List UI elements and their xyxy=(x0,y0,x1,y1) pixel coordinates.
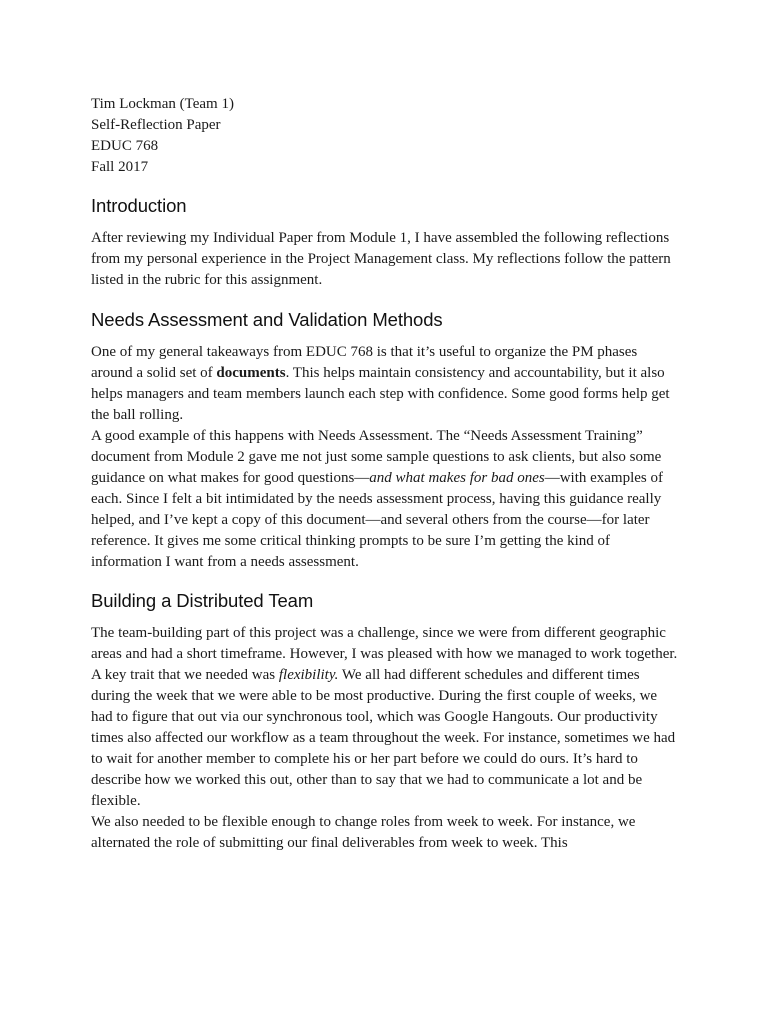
needs-p1-text-a: One of my general takeaways from EDUC 768 is that it’s useful to organize the PM phases around a solid set of xyxy=(91,344,638,381)
introduction-paragraph: After reviewing my Individual Paper from Module 1, I have assembled the following reflections from my personal experience in the Project Management class. My reflections follow the pattern listed in the rubric for this assignment. xyxy=(91,230,671,288)
team-p2-italic: flexibility. xyxy=(278,667,339,683)
author-line: Tim Lockman (Team 1) xyxy=(91,96,234,112)
team-paragraph-1: The team-building part of this project was a challenge, since we were from different geographic areas and had a short timeframe. However, I was pleased with how we managed to work together. xyxy=(91,625,678,662)
needs-assessment-heading: Needs Assessment and Validation Methods xyxy=(91,309,443,330)
team-paragraph-3: We also needed to be flexible enough to change roles from week to week. For instance, we alternated the role of submitting our final deliverables from week to week. This xyxy=(91,814,636,851)
team-p2-text-a: A key trait that we needed was xyxy=(91,667,279,683)
team-paragraph-2 xyxy=(91,665,681,812)
needs-p1-text-b: . This helps maintain consistency and accountability, but it also helps managers and team members launch each step with confidence. Some good forms help get the ball rolling. xyxy=(91,365,670,423)
course-line: EDUC 768 xyxy=(91,138,159,154)
needs-p2-text-b: —with examples of each. Since I felt a bit intimidated by the needs assessment process, having this guidance really helped, and I’ve kept a copy of this document—and several others from the course—for later reference. It gives me some critical thinking prompts to be sure I’m getting the kind of information I want from a needs assessment. xyxy=(91,470,664,570)
team-p2-text-b: We all had different schedules and different times during the week that we were able to be most productive. During the first couple of weeks, we had to figure that out via our synchronous tool, which was Google Hangouts. Our productivity times also affected our workflow as a team throughout the week. For instance, sometimes we had to wait for another member to complete his or her part before we could do ours. It’s hard to describe how we worked this out, other than to say that we had to communicate a lot and be flexible. xyxy=(91,667,676,809)
needs-p1-bold: documents xyxy=(216,365,286,381)
needs-paragraph-2 xyxy=(91,426,681,573)
distributed-team-heading: Building a Distributed Team xyxy=(91,590,314,611)
term-line: Fall 2017 xyxy=(91,159,149,175)
doc-type-line: Self-Reflection Paper xyxy=(91,117,221,133)
needs-p2-italic: and what makes for bad ones xyxy=(369,470,545,486)
document-header xyxy=(91,94,681,178)
document-page xyxy=(91,94,681,854)
introduction-heading: Introduction xyxy=(91,195,187,216)
needs-paragraph-1 xyxy=(91,342,681,426)
needs-p2-text-a: A good example of this happens with Needs Assessment. The “Needs Assessment Training” document from Module 2 gave me not just some sample questions to ask clients, but also some guidance on what makes for good questions— xyxy=(91,428,662,486)
